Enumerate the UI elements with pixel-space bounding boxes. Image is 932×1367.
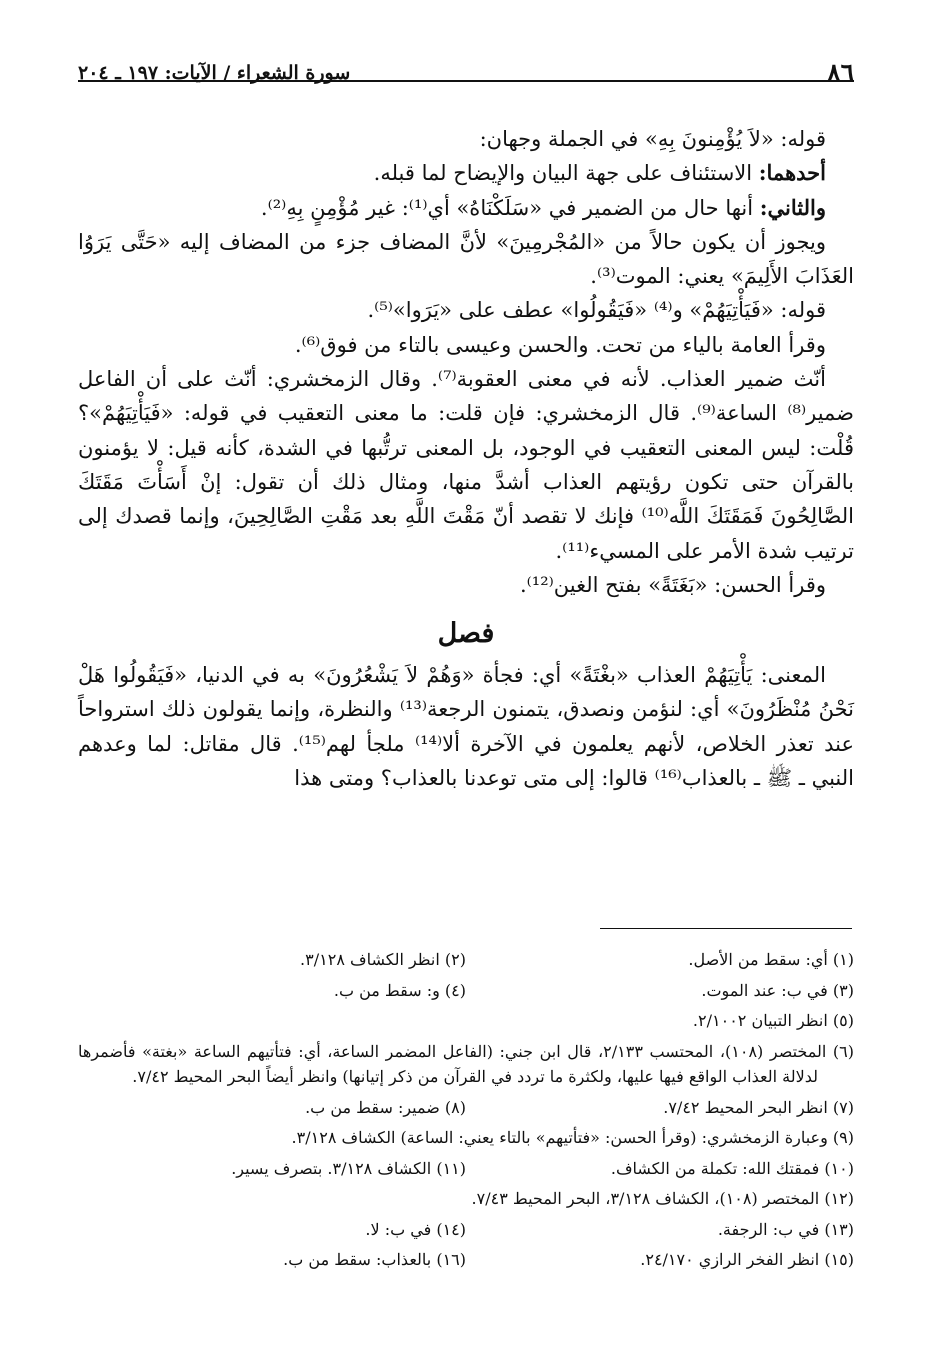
- section-heading: فصل: [437, 618, 495, 650]
- paragraph-9: المعنى: يَأْتِيَهُمْ العذاب «بغْتَةً» أي: فجأة «وَهُمْ لاَ يَشْعُرُونَ» به في الدنيا، «فَيَقُولُوا هَلْ نَحْنُ مُنْظَرُونَ» أي: لنؤمن ونصدق، يتمنون الرجعة⁽¹³⁾ والنظرة، وإنما يقولون ذلك استرواحاً عند تعذر الخلاص، لأنهم يعلمون في الآخرة ألا⁽¹⁴⁾ ملجأ لهم⁽¹⁵⁾. قال مقاتل: لما وعدهم النبي ـ ﷺ ـ بالعذاب⁽¹⁶⁾ قالوا: إلى متى توعدنا بالعذاب؟ ومتى هذا: [78, 663, 855, 791]
- footnote-6-block: [78, 1037, 854, 1093]
- paragraph-2-label: أحدهما:: [758, 160, 826, 186]
- paragraph-3-label: والثاني:: [759, 194, 826, 220]
- footnote-8: (٨) ضمير: سقط من ب.: [305, 1097, 466, 1117]
- paragraph-8: وقرأ الحسن: «بَغَتَةً» بفتح الغين⁽¹²⁾.: [519, 572, 826, 597]
- footnote-16: (١٦) بالعذاب: سقط من ب.: [283, 1250, 466, 1269]
- footnote-5: (٥) انظر التبيان ٢/١٠٠٢.: [692, 1011, 854, 1030]
- page-number: ٨٦: [827, 58, 854, 87]
- paragraph-2: [78, 156, 854, 190]
- footnote-rule: [600, 928, 852, 929]
- footnote-6: (٦) المختصر (١٠٨)، المحتسب ٢/١٣٣، قال ابن جني: (الفاعل المضمر الساعة، أي: فتأتيهم الساعة «بغتة» فأضمرها لدلالة العذاب الواقع فيها عليها، ولكثرة ما تردد في القرآن من ذكر إتيانها) وانظر أيضاً البحر المحيط ٧/٤٢.: [78, 1041, 855, 1086]
- footnote-row: [78, 1123, 854, 1154]
- paragraph-3-text: أنها حال من الضمير في «سَلَكْنَاهُ» أي⁽¹⁾: غير مُؤْمِنٍ بِهِ⁽²⁾.: [260, 195, 760, 220]
- footnotes: [78, 945, 854, 1276]
- page-header: [78, 58, 854, 92]
- footnote-9: (٩) وعبارة الزمخشري: (وقرأ الحسن: «فتأتيهم» بالتاء يعني: الساعة) الكشاف ٣/١٢٨.: [291, 1128, 854, 1147]
- footnote-1: (١) أي: سقط من الأصل.: [688, 950, 854, 969]
- main-text: [78, 122, 854, 795]
- footnote-row: [78, 976, 854, 1007]
- paragraph-4: ويجوز أن يكون حالاً من «المُجْرمِينَ» لأنَّ المضاف جزء من المضاف إليه «حَتَّى يَرَوُا العَذَابَ الأَلِيمَ» يعني: الموت⁽³⁾.: [78, 229, 854, 289]
- footnote-4: (٤) و: سقط من ب.: [333, 980, 466, 1000]
- footnote-10: (١٠) فمقتك الله: تكملة من الكشاف.: [610, 1158, 854, 1178]
- footnote-row: [78, 1215, 854, 1246]
- footnote-row: [78, 945, 854, 976]
- paragraph-6: وقرأ العامة بالياء من تحت. والحسن وعيسى بالتاء من فوق⁽⁶⁾.: [294, 332, 826, 357]
- footnote-11: (١١) الكشاف ٣/١٢٨. بتصرف يسير.: [231, 1158, 466, 1178]
- footnote-7: (٧) انظر البحر المحيط ٧/٤٢.: [663, 1097, 854, 1117]
- paragraph-1: قوله: «لاَ يُؤْمِنونَ بِهِ» في الجملة وجهان:: [479, 127, 826, 151]
- footnote-row: [78, 1154, 854, 1185]
- footnote-12: (١٢) المختصر (١٠٨)، الكشاف ٣/١٢٨، البحر المحيط ٧/٤٣.: [471, 1189, 854, 1208]
- paragraph-3: [78, 191, 854, 225]
- paragraph-2-text: الاستئناف على جهة البيان والإيضاح لما قبله.: [373, 161, 759, 186]
- footnote-2: (٢) انظر الكشاف ٣/١٢٨.: [300, 950, 466, 969]
- footnote-3: (٣) في ب: عند الموت.: [701, 980, 854, 1000]
- running-title: سورة الشعراء / الآيات: ١٩٧ ـ ٢٠٤: [78, 62, 351, 84]
- footnote-row: [78, 1093, 854, 1124]
- header-rule: [78, 80, 854, 82]
- footnote-13: (١٣) في ب: الرجفة.: [717, 1219, 854, 1239]
- paragraph-7: أنّث ضمير العذاب. لأنه في معنى العقوبة⁽⁷⁾. وقال الزمخشري: أنّث على أن الفاعل ضمير⁽⁸⁾ الساعة⁽⁹⁾. قال الزمخشري: فإن قلت: ما معنى التعقيب في قوله: «فَيَأْتِيَهُمْ»؟ قُلْت: ليس المعنى التعقيب في الوجود، بل المعنى ترتُّبها في الشدة، كأنه قيل: لا يؤمنون بالقرآن حتى تكون رؤيتهم العذاب أشدَّ منها، ومثال ذلك أن تقول: إنْ أَسَأْتَ مَقَتَكَ الصَّالِحُونَ فَمَقَتَكَ اللَّه⁽¹⁰⁾ فإنك لا تقصد أنّ مَقْتَ اللَّهِ بعد مَقْتِ الصَّالِحِينَ، وإنما قصدك إلى ترتيب شدة الأمر على المسيء⁽¹¹⁾.: [78, 367, 855, 563]
- paragraph-5: قوله: «فَيَأْتِيَهُمْ» و⁽⁴⁾ «فَيَقُولُوا» عطف على «يَرَوا»⁽⁵⁾.: [367, 298, 826, 323]
- footnote-row: [78, 1006, 854, 1037]
- footnote-row: [78, 1184, 854, 1215]
- footnote-14: (١٤) في ب: لا.: [365, 1219, 466, 1239]
- footnote-15: (١٥) انظر الفخر الرازي ٢٤/١٧٠.: [640, 1250, 854, 1269]
- footnote-row: [78, 1245, 854, 1276]
